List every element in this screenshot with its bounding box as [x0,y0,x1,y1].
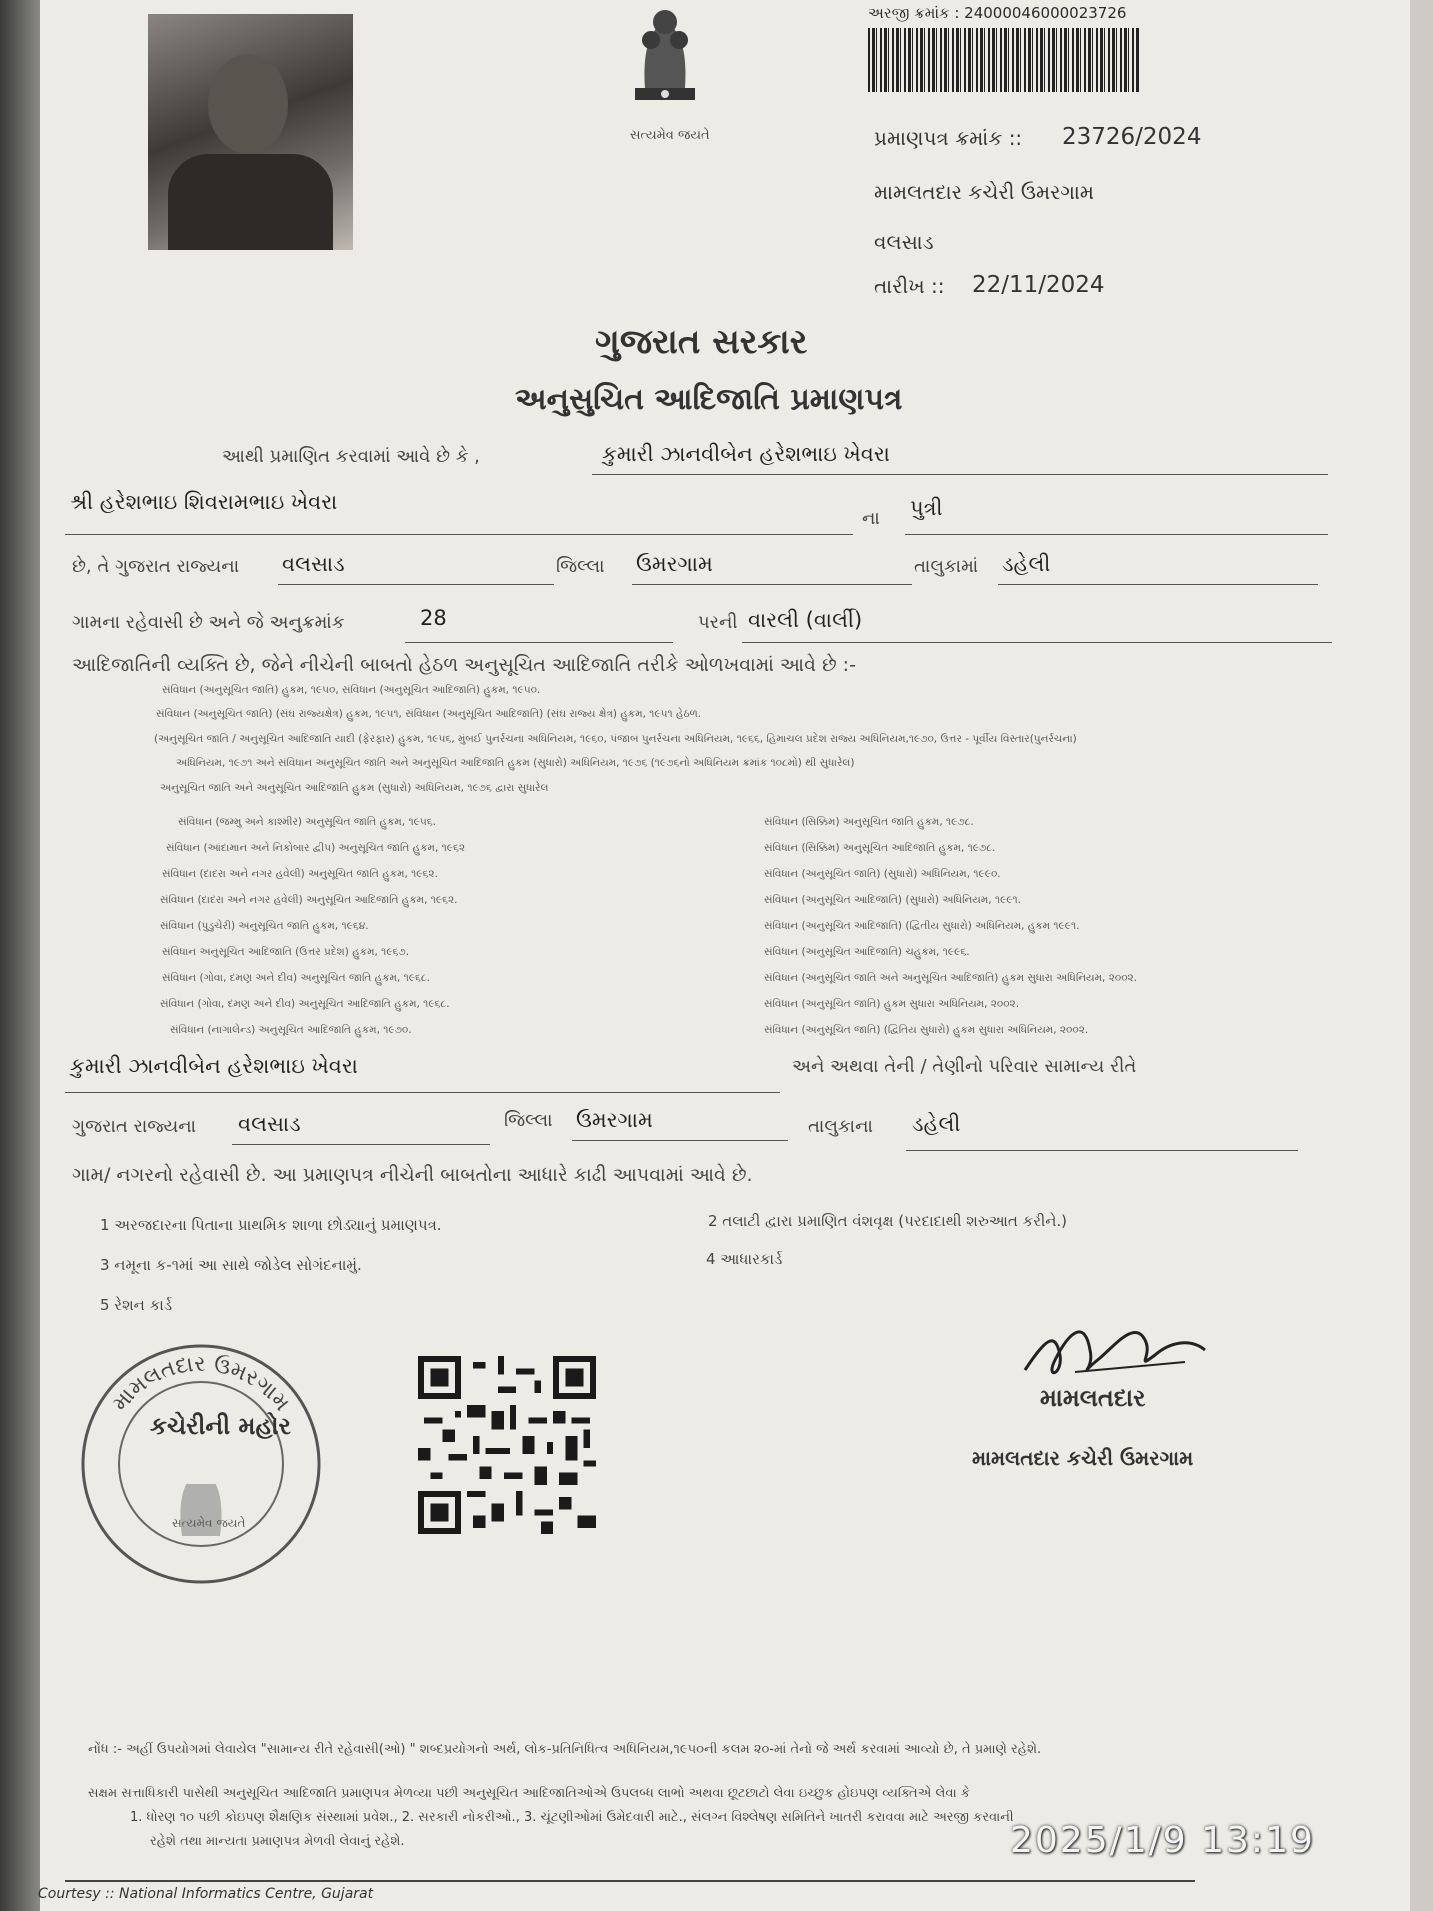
residence-taluka-label: તાલુકાના [808,1116,873,1137]
order-left-3: સંવિધાન (દાદરા અને નગર હવેલી) અનુસૂચિત જાતિ હુકમ, ૧૯૬૨. [162,868,438,880]
village-underline [998,584,1318,585]
applicant-photo [148,14,353,250]
residence-taluka-underline [572,1140,788,1141]
signatory-office: મામલતદાર કચેરી ઉમરગામ [972,1446,1194,1470]
document-item-3: 3 નમૂના ક-૧માં આ સાથે જોડેલ સોગંદનામું. [100,1256,362,1274]
father-name: શ્રી હરેશભાઇ શિવરામભાઇ ખેવરા [70,490,338,514]
svg-text:મામલતદાર ઉમરગામ [108,1352,295,1416]
order-left-1: સંવિધાન (જમ્મુ અને કાશ્મીર) અનુસૂચિત જાતિ હુકમ, ૧૯૫૬. [178,816,436,828]
of-label: ના [862,508,880,529]
order-right-7: સંવિધાન (અનુસૂચિત જાતિ અને અનુસૂચિત આદિજાતિ) હુકમ સુધારા અધિનિયમ, ૨૦૦૨. [764,972,1138,984]
office-seal [70,1336,332,1586]
district-label: જિલ્લા [556,556,605,577]
residence-taluka-value: ઉમરગામ [576,1108,653,1132]
note-4: રહેશે તથા માન્યતા પ્રમાણપત્ર મેળવી લેવાનું રહેશે. [150,1834,405,1849]
serial-number: 28 [420,606,447,630]
order-left-9: સંવિધાન (નાગાલેન્ડ) અનુસૂચિત આદિજાતિ હુકમ, ૧૯૭૦. [170,1024,412,1036]
issuing-district: વલસાડ [874,230,934,254]
order-right-3: સંવિધાન (અનુસૂચિત જાતિ) (સુધારો) અધિનિયમ, ૧૯૯૦. [764,868,1001,880]
application-number: અરજી ક્રમાંક : 24000046000023726 [868,4,1127,22]
courtesy-text: Courtesy :: National Informatics Centre, Gujarat [38,1886,374,1902]
district-underline [278,584,554,585]
page-left-shadow [0,0,40,1911]
tribe-sentence: આદિજાતિની વ્યક્તિ છે, જેને નીચેની બાબતો હેઠળ અનુસૂચિત આદિજાતિ તરીકે ઓળખવામાં આવે છે :- [72,654,856,676]
document-item-5: 5 રેશન કાર્ડ [100,1296,173,1314]
signatory-designation: મામલતદાર [1040,1384,1146,1412]
relation-underline [905,534,1328,535]
tribe-name: વારલી (વાર્લી) [748,608,863,632]
state-label: છે, તે ગુજરાત રાજ્યના [72,556,240,577]
legal-line-1: સંવિધાન (અનુસૂચિત જાતિ) હુકમ, ૧૯૫૦, સંવિધાન (અનુસૂચિત આદિજાતિ) હુકમ, ૧૯૫૦. [162,684,541,696]
government-title: ગુજરાત સરકાર [595,322,808,362]
residence-village-underline [906,1150,1298,1151]
order-left-4: સંવિધાન (દાદરા અને નગર હવેલી) અનુસૂચિત આદિજાતિ હુકમ, ૧૯૬૨. [160,894,458,906]
legal-line-4: અધિનિયમ, ૧૯૭૧ અને સંવિધાન અનુસૂચિત જાતિ અને અનુસૂચિત આદિજાતિ હુકમ (સુધારો) અધિનિયમ, ૧૯૭૬ (૧૯૭૬નો અધિનિયમ ક્રમાંક ૧૦૮મો) થી સુધારેલ) [176,757,855,769]
photo-timestamp: 2025/1/9 13:19 [1010,1820,1315,1861]
residence-village-value: ડહેલી [912,1112,961,1136]
date-label: તારીખ :: [874,274,945,298]
order-right-2: સંવિધાન (સિક્કિમ) અનુસૂચિત આદિજાતિ હુકમ, ૧૯૭૮. [764,842,996,854]
legal-line-2: સંવિધાન (અનુસૂચિત જાતિ) (સંઘ રાજ્યક્ષેત્ર) હુકમ, ૧૯૫૧, સંવિધાન (અનુસૂચિત આદિજાતિ) (સંઘ રાજ્ય ક્ષેત્ર) હુકમ, ૧૯૫૧ હેઠળ. [156,708,702,720]
note-3: 1. ધોરણ ૧૦ પછી કોઇપણ શૈક્ષણિક સંસ્થામાં પ્રવેશ., 2. સરકારી નોકરીઓ., 3. ચૂંટણીઓમાં ઉમેદવારી માટે., સંલગ્ન વિશ્લેષણ સમિતિને ખાતરી કરાવવા માટે અરજી કરવાની [130,1810,1014,1825]
taluka-label: તાલુકામાં [914,556,979,577]
applicant-name-underline [592,474,1328,475]
national-emblem-icon [625,0,705,110]
seal-bottom-text: સત્યમેવ જયતે [172,1516,246,1530]
issuing-office: મામલતદાર કચેરી ઉમરગામ [874,180,1095,204]
order-left-8: સંવિધાન (ગોવા, દમણ અને દીવ) અનુસૂચિત આદિજાતિ હુકમ, ૧૯૬૮. [160,998,450,1010]
barcode [868,28,1140,92]
issue-date: 22/11/2024 [972,272,1105,298]
certificate-number: 23726/2024 [1062,124,1202,150]
applicant-name: કુમારી ઝાનવીબેન હરેશભાઇ ખેવરા [602,442,890,466]
order-right-6: સંવિધાન (અનુસૂચિત આદિજાતિ) ચહુકમ, ૧૯૯૬. [764,946,970,958]
note-1: નોંધ :- અહીં ઉપયોગમાં લેવાયેલ "સામાન્ય રીતે રહેવાસી(ઓ) " શબ્દપ્રયોગનો અર્થ, લોક-પ્રતિનિધિત્વ અધિનિયમ,૧૯૫૦ની કલમ ૨૦-માં તેનો જે અર્થ કરવામાં આવ્યો છે, તે પ્રમાણે રહેશે. [88,1742,1042,1757]
residence-state-label: ગુજરાત રાજ્યના [72,1116,197,1137]
resident-label: ગામના રહેવાસી છે અને જે અનુક્રમાંક [72,612,345,633]
family-label: અને અથવા તેની / તેણીનો પરિવાર સામાન્ય રીતે [792,1056,1137,1077]
note-2: સક્ષમ સત્તાધિકારી પાસેથી અનુસૂચિત આદિજાતિ પ્રમાણપત્ર મેળવ્યા પછી અનુસૂચિત આદિજાતિઓએ ઉપલબ્ધ લાભો અથવા છૂટછાટો લેવા ઇચ્છુક હોઇપણ વ્યક્તિએ લેવા કે [88,1786,970,1801]
document-item-1: 1 અરજદારના પિતાના પ્રાથમિક શાળા છોડ્યાનું પ્રમાણપત્ર. [100,1216,442,1234]
order-right-1: સંવિધાન (સિક્કિમ) અનુસૂચિત જાતિ હુકમ, ૧૯૭૮. [764,816,974,828]
residence-name-underline [65,1092,780,1093]
document-item-4: 4 આધારકાર્ડ [706,1250,783,1268]
order-left-2: સંવિધાન (આંદામાન અને નિકોબાર દ્વીપ) અનુસૂચિત જાતિ હુકમ, ૧૯૬૨ [166,842,466,854]
serial-underline [405,642,673,643]
certificate-number-label: પ્રમાણપત્ર ક્રમાંક :: [874,126,1023,150]
emblem-caption: સત્યમેવ જયતે [630,128,710,143]
certify-label: આથી પ્રમાણિત કરવામાં આવે છે કે , [222,446,480,467]
legal-line-3: (અનુસૂચિત જાતિ / અનુસૂચિત આદિજાતિ યાદી (ફેરફાર) હુકમ, ૧૯૫૬, મુંબઈ પુનર્રચના અધિનિયમ, ૧૯૬૦, પંજાબ પુનર્રચના અધિનિયમ, ૧૯૬૬, હિમાચલ પ્રદેશ રાજ્ય અધિનિયમ,૧૯૭૦, ઉત્તર - પૂર્વીય વિસ્તાર(પુનર્રચના) [154,733,1077,745]
order-right-4: સંવિધાન (અનુસૂચિત આદિજાતિ) (સુધારો) અધિનિયમ, ૧૯૯૧. [764,894,1022,906]
order-right-5: સંવિધાન (અનુસૂચિત આદિજાતિ) (દ્વિતીય સુધારો) અધિનિયમ, હુકમ ૧૯૯૧. [764,920,1080,932]
seal-center-text: કચેરીની મહોર [150,1412,291,1440]
document-item-2: 2 તલાટી દ્વારા પ્રમાણિત વંશવૃક્ષ (પરદાદાથી શરુઆત કરીને.) [708,1212,1068,1230]
village-value: ડહેલી [1002,552,1051,576]
of-label-2: પરની [698,612,738,633]
taluka-underline [632,584,912,585]
tribe-underline [742,642,1332,643]
order-left-5: સંવિધાન (પુડુચેરી) અનુસૂચિત જાતિ હુકમ, ૧૯૬૪. [160,920,369,932]
basis-sentence: ગામ/ નગરનો રહેવાસી છે. આ પ્રમાણપત્ર નીચેની બાબતોના આધારે કાઢી આપવામાં આવે છે. [72,1164,753,1186]
residence-district-label: જિલ્લા [504,1110,553,1131]
order-right-8: સંવિધાન (અનુસૂચિત જાતિ) હુકમ સુધારા અધિનિયમ, ૨૦૦૨. [764,998,1020,1010]
seal-top-text: મામલતદાર ઉમરગામ [107,1351,295,1417]
order-left-7: સંવિધાન (ગોવા, દમણ અને દીવ) અનુસૂચિત જાતિ હુકમ, ૧૯૬૮. [162,972,430,984]
order-right-9: સંવિધાન (અનુસૂચિત જાતિ) (દ્વિતિય સુધારો) હુકમ સુધારા અધિનિયમ, ૨૦૦૨. [764,1024,1089,1036]
residence-district-value: વલસાડ [238,1112,301,1136]
relation: પુત્રી [910,496,943,520]
footer-divider [65,1880,1195,1882]
qr-code[interactable] [418,1356,596,1534]
taluka-value: ઉમરગામ [636,552,713,576]
residence-district-underline [232,1144,490,1145]
legal-line-5: અનુસૂચિત જાતિ અને અનુસૂચિત આદિજાતિ હુકમ (સુધારો) અધિનિયમ, ૧૯૭૬ દ્વારા સુધારેલ [160,782,549,794]
district-value: વલસાડ [282,552,345,576]
certificate-title: અનુસુચિત આદિજાતિ પ્રમાણપત્ર [515,382,903,417]
father-name-underline [65,534,853,535]
order-left-6: સંવિધાન અનુસૂચિત આદિજાતિ (ઉત્તર પ્રદેશ) હુકમ, ૧૯૬૭. [162,946,410,958]
residence-applicant-name: કુમારી ઝાનવીબેન હરેશભાઇ ખેવરા [70,1054,358,1078]
